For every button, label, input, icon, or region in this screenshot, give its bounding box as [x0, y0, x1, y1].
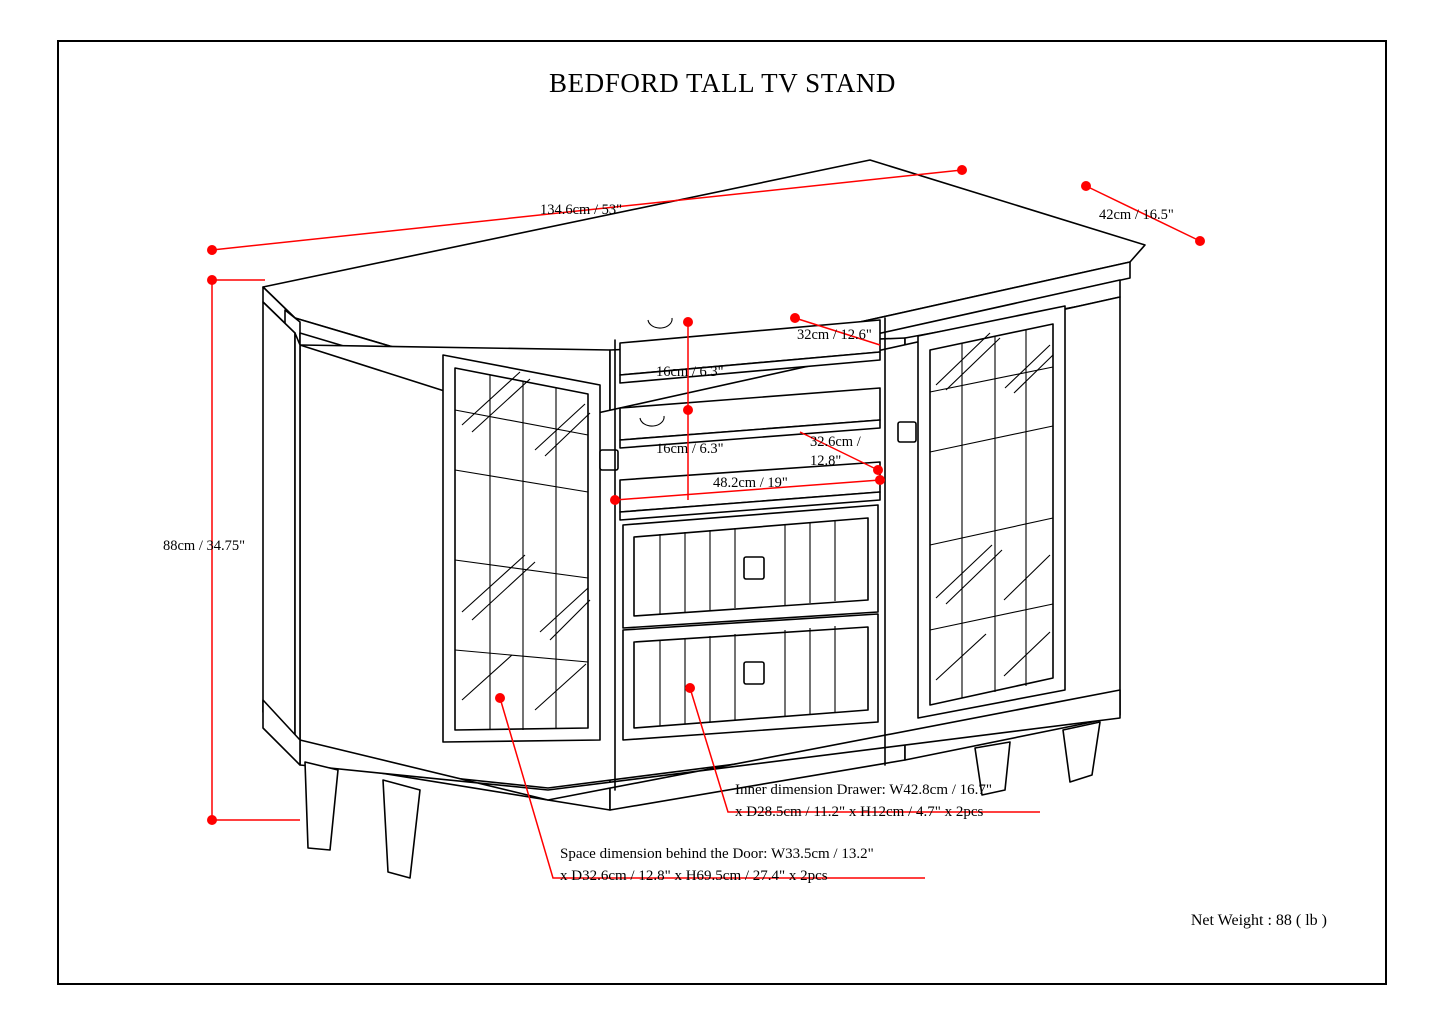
dim-shelf-gap-top-label: 16cm / 6.3" [656, 364, 724, 380]
drawer-note-line1: Inner dimension Drawer: W42.8cm / 16.7" [735, 782, 993, 798]
door-note-line1: Space dimension behind the Door: W33.5cm / 13.2" [560, 846, 874, 862]
dim-shelf-width-label: 48.2cm / 19" [713, 475, 788, 491]
dim-height-label: 88cm / 34.75" [163, 538, 246, 554]
dim-shelf-depth-top-label: 32cm / 12.6" [797, 327, 872, 343]
net-weight-label: Net Weight : 88 ( lb ) [1190, 912, 1327, 929]
dim-shelf-depth-bottom-label: 32.6cm / 12.8" [810, 434, 861, 469]
page-title: BEDFORD TALL TV STAND [548, 68, 897, 98]
right-glass-door [898, 306, 1065, 718]
left-glass-door [443, 355, 618, 742]
drawers [623, 505, 878, 740]
door-note [560, 843, 874, 887]
dim-depth-label: 42cm / 16.5" [1099, 207, 1174, 223]
drawer-note [735, 779, 992, 823]
door-note-line2: x D32.6cm / 12.8" x H69.5cm / 27.4" x 2pcs [560, 868, 828, 884]
drawer-note-line2: x D28.5cm / 11.2" x H12cm / 4.7" x 2pcs [735, 804, 984, 820]
dim-shelf-gap-bottom-label: 16cm / 6.3" [656, 441, 724, 457]
dim-width-label: 134.6cm / 53" [540, 202, 623, 218]
